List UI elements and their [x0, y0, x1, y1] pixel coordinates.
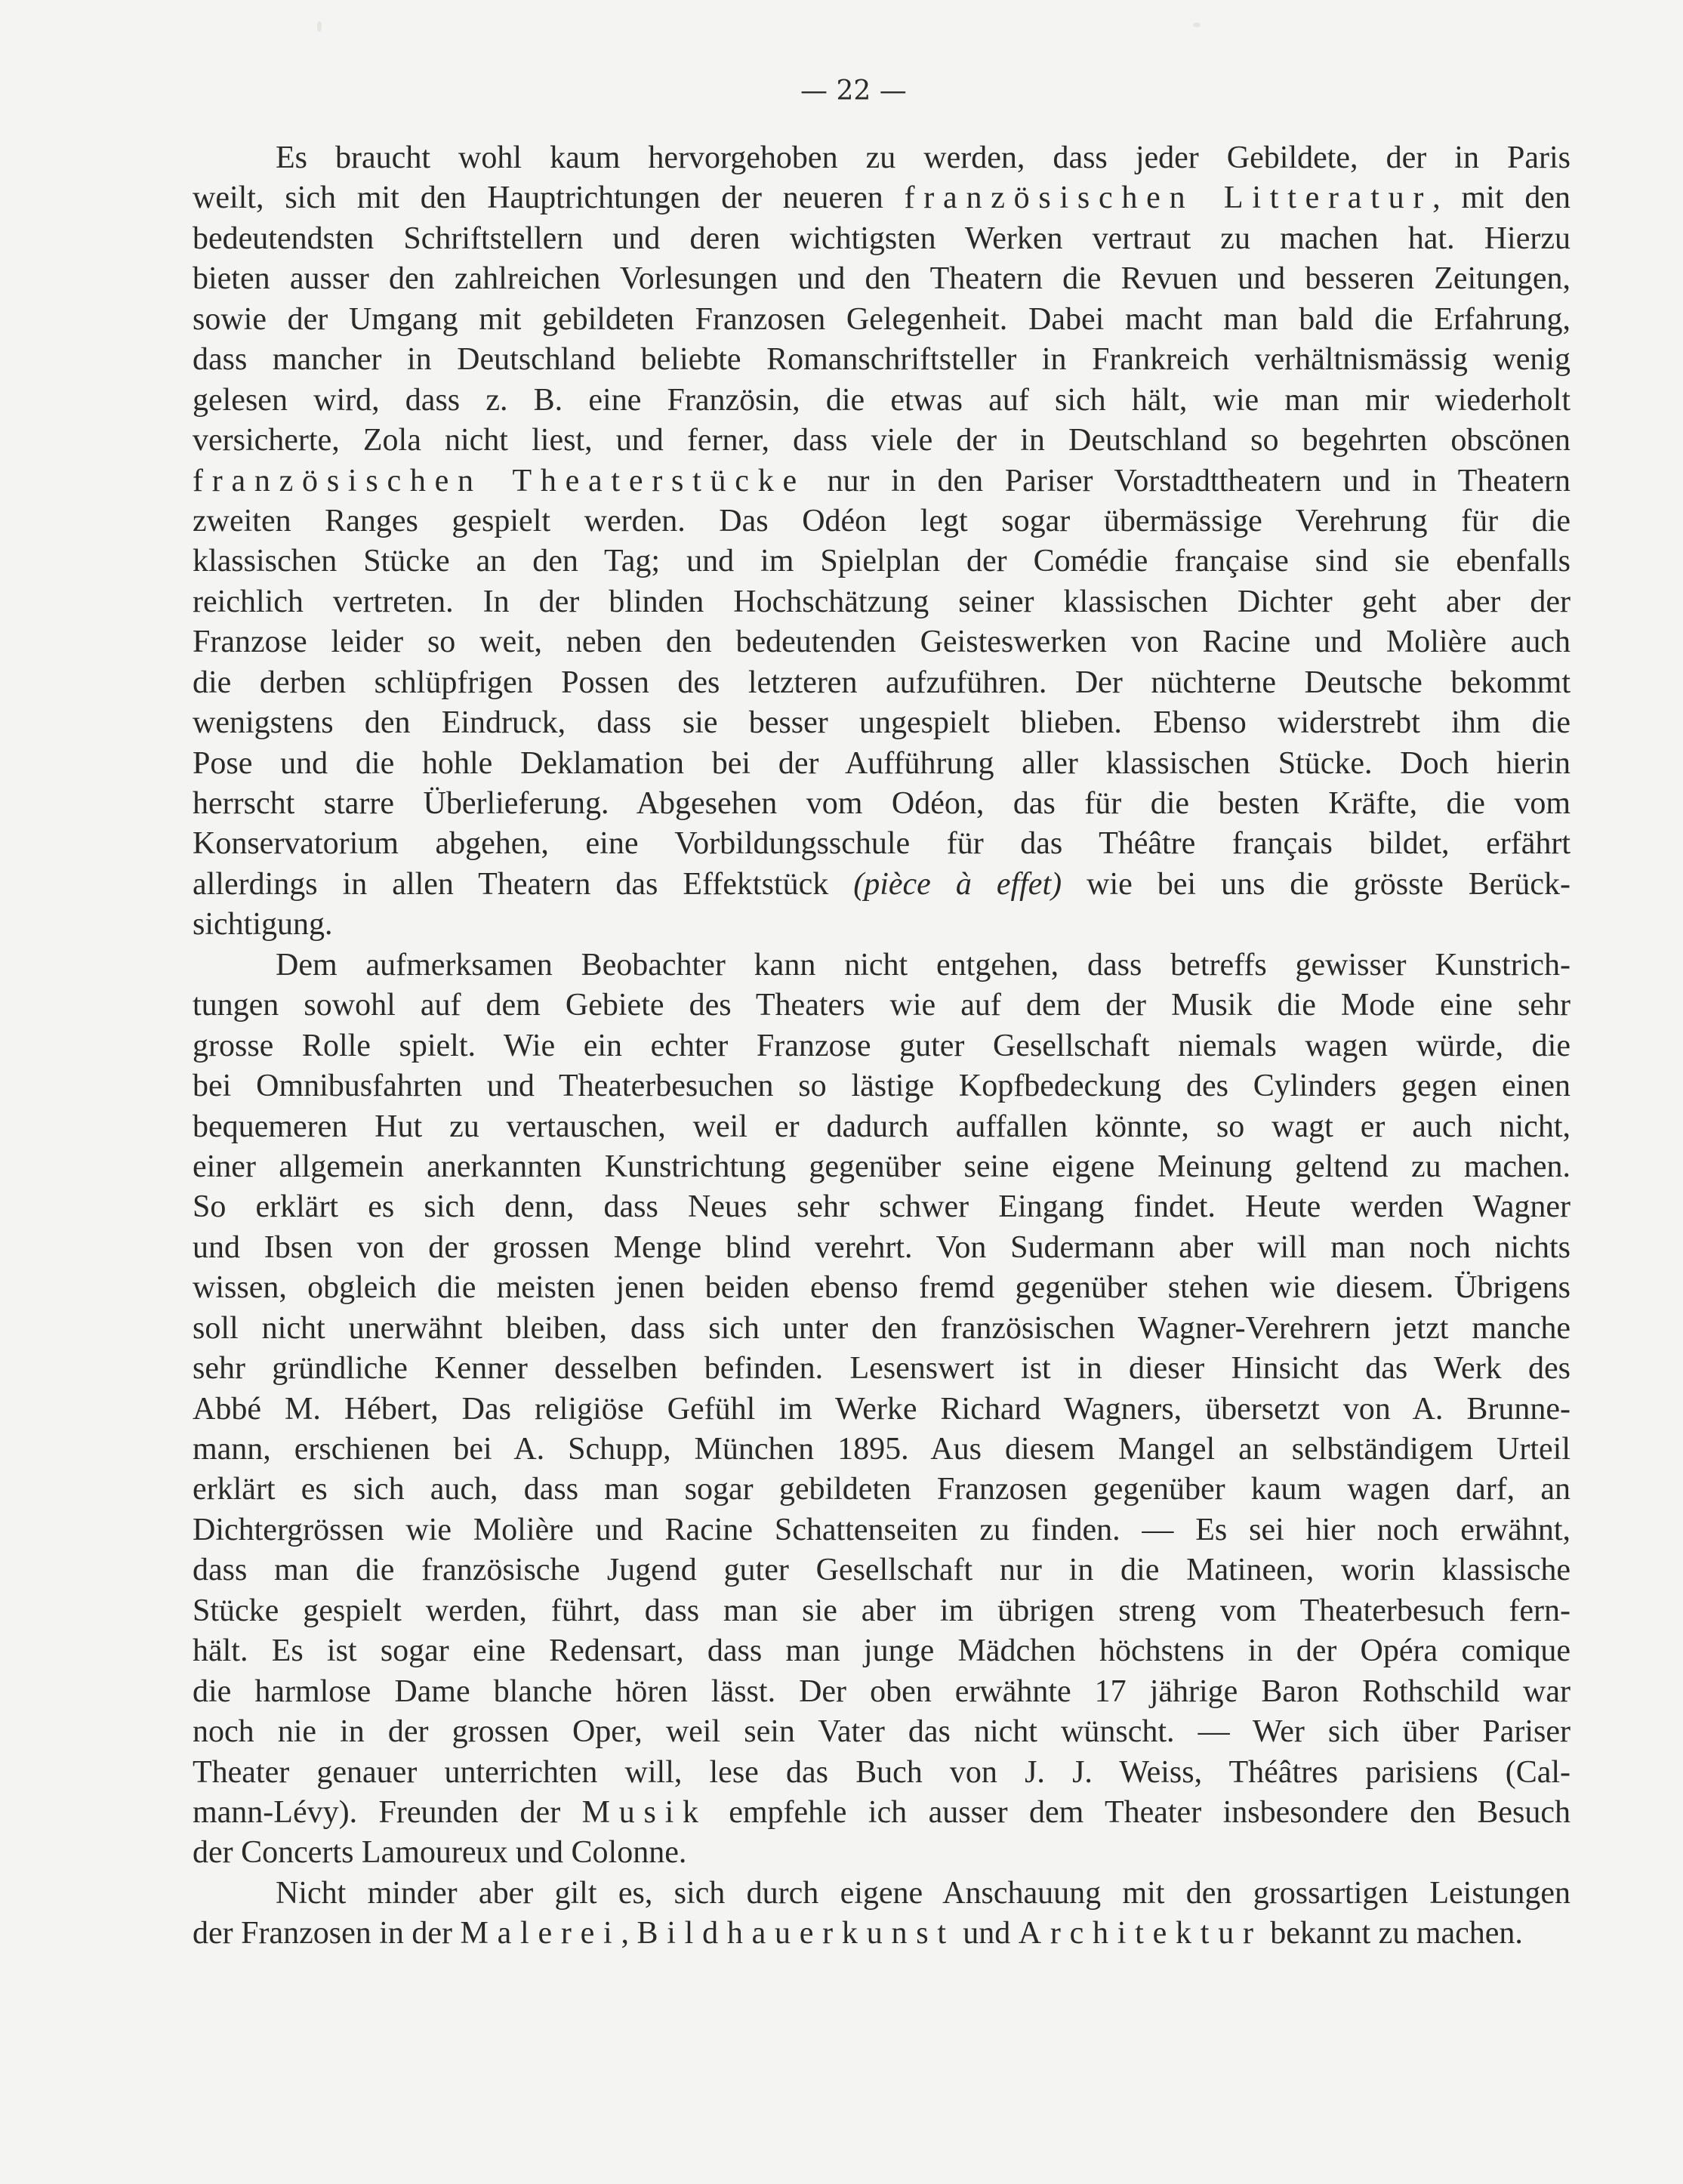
- text-line: Nicht minder aber gilt es, sich durch eigene Anschauung mit den grossartigen Leistungen: [276, 1875, 1570, 1911]
- text-line: hält. Es ist sogar eine Redensart, dass man junge Mädchen höchstens in der Opéra comique: [193, 1633, 1570, 1669]
- text-line: mann, erschienen bei A. Schupp, München 1895. Aus diesem Mangel an selbständigem Urteil: [193, 1432, 1570, 1467]
- text-line: Abbé M. Hébert, Das religiöse Gefühl im Werke Richard Wagners, übersetzt von A. Brunne-: [193, 1391, 1570, 1427]
- paragraph: [193, 138, 1570, 945]
- paper-speck: [317, 21, 322, 32]
- text-line: erklärt es sich auch, dass man sogar gebildeten Franzosen gegenüber kaum wagen darf, an: [193, 1472, 1570, 1507]
- text-line: und Ibsen von der grossen Menge blind verehrt. Von Sudermann aber will man noch nichts: [193, 1229, 1570, 1265]
- text-line: Es braucht wohl kaum hervorgehoben zu werden, dass jeder Gebildete, der in Paris: [276, 140, 1570, 175]
- spaced-emphasis: Malerei: [460, 1916, 621, 1951]
- text-line: [193, 1793, 1570, 1833]
- text-line: tungen sowohl auf dem Gebiete des Theaters wie auf dem der Musik die Mode eine sehr: [193, 988, 1570, 1023]
- text-line: sehr gründliche Kenner desselben befinden. Lesenswert ist in dieser Hinsicht das Werk des: [193, 1351, 1570, 1387]
- text-line: dass man die französische Jugend guter Gesellschaft nur in die Matineen, worin klassische: [193, 1553, 1570, 1588]
- text-line: wissen, obgleich die meisten jenen beiden ebenso fremd gegenüber stehen wie diesem. Übrigens: [193, 1270, 1570, 1306]
- text-line: Theater genauer unterrichten will, lese das Buch von J. J. Weiss, Théâtres parisiens (Cal-: [193, 1754, 1570, 1790]
- text-line: der Concerts Lamoureux und Colonne.: [193, 1835, 687, 1871]
- spaced-emphasis: französischen Litteratur: [904, 180, 1433, 216]
- text-line: sowie der Umgang mit gebildeten Franzosen Gelegenheit. Dabei macht man bald die Erfahrung,: [193, 301, 1570, 337]
- text-line: zweiten Ranges gespielt werden. Das Odéon legt sogar übermässige Verehrung für die: [193, 503, 1570, 538]
- text-line: Dichtergrössen wie Molière und Racine Schattenseiten zu finden. — Es sei hier noch erwähnt,: [193, 1512, 1570, 1547]
- text-line: einer allgemein anerkannten Kunstrichtung gegenüber seine eigene Meinung geltend zu machen.: [193, 1149, 1570, 1184]
- spaced-emphasis: französischen Theaterstücke: [193, 463, 806, 498]
- text-line: So erklärt es sich denn, dass Neues sehr schwer Eingang findet. Heute werden Wagner: [193, 1189, 1570, 1225]
- text-line: bequemeren Hut zu vertauschen, weil er dadurch auffallen könnte, so wagt er auch nicht,: [193, 1109, 1570, 1144]
- text-segment: bekannt zu machen.: [1262, 1916, 1523, 1951]
- text-line: gelesen wird, dass z. B. eine Französin, die etwas auf sich hält, wie man mir wiederholt: [193, 382, 1570, 418]
- text-segment: nur in den Pariser Vorstadttheatern und in Theatern: [805, 463, 1570, 498]
- text-line: [193, 865, 1570, 905]
- text-line: bieten ausser den zahlreichen Vorlesungen und den Theatern die Revuen und besseren Zeitungen,: [193, 261, 1570, 297]
- text-segment: weilt, sich mit den Hauptrichtungen der neueren: [193, 180, 905, 216]
- text-segment: und: [954, 1916, 1019, 1951]
- text-segment: der Franzosen in der: [193, 1916, 461, 1951]
- text-segment: allerdings in allen Theatern das Effektstück: [193, 866, 854, 902]
- text-line: die harmlose Dame blanche hören lässt. Der oben erwähnte 17 jährige Baron Rothschild war: [193, 1673, 1570, 1709]
- text-line: die derben schlüpfrigen Possen des letzteren aufzuführen. Der nüchterne Deutsche bekommt: [193, 665, 1570, 700]
- spaced-emphasis: Bildhauerkunst: [637, 1916, 955, 1951]
- italic-term: (pièce à effet): [853, 866, 1062, 902]
- text-segment: , mit den: [1432, 180, 1570, 216]
- body-text: [193, 138, 1570, 1954]
- text-line: dass mancher in Deutschland beliebte Romanschriftsteller in Frankreich verhältnismässig wenig: [193, 342, 1570, 378]
- paragraph: [193, 1874, 1570, 1954]
- text-line: klassischen Stücke an den Tag; und im Spielplan der Comédie française sind sie ebenfalls: [193, 544, 1570, 579]
- text-line: Stücke gespielt werden, führt, dass man sie aber im übrigen streng vom Theaterbesuch fern-: [193, 1593, 1570, 1628]
- spaced-emphasis: Architektur: [1018, 1916, 1262, 1951]
- text-line: bei Omnibusfahrten und Theaterbesuchen so lästige Kopfbedeckung des Cylinders gegen einen: [193, 1069, 1570, 1104]
- page-number: — 22 —: [800, 76, 907, 106]
- text-line: bedeutendsten Schriftstellern und deren wichtigsten Werken vertraut zu machen hat. Hierzu: [193, 221, 1570, 256]
- text-segment: ,: [621, 1916, 637, 1951]
- text-line: sichtigung.: [193, 907, 333, 942]
- text-segment: empfehle ich ausser dem Theater insbesondere den Besuch: [707, 1794, 1570, 1830]
- text-line: versicherte, Zola nicht liest, und ferner, dass viele der in Deutschland so begehrten obscönen: [193, 423, 1570, 458]
- spaced-emphasis: Musik: [581, 1794, 707, 1830]
- paper-speck: [1193, 23, 1201, 27]
- text-line: Pose und die hohle Deklamation bei der Aufführung aller klassischen Stücke. Doch hierin: [193, 745, 1570, 781]
- text-line: reichlich vertreten. In der blinden Hochschätzung seiner klassischen Dichter geht aber der: [193, 584, 1570, 619]
- text-line: herrscht starre Überlieferung. Abgesehen vom Odéon, das für die besten Kräfte, die vom: [193, 786, 1570, 821]
- text-line: Konservatorium abgehen, eine Vorbildungsschule für das Théâtre français bildet, erfährt: [193, 826, 1570, 862]
- text-line: grosse Rolle spielt. Wie ein echter Franzose guter Gesellschaft niemals wagen würde, die: [193, 1028, 1570, 1063]
- text-line: Dem aufmerksamen Beobachter kann nicht entgehen, dass betreffs gewisser Kunstrich-: [276, 947, 1570, 982]
- text-line: [193, 461, 1570, 501]
- text-segment: mann-Lévy). Freunden der: [193, 1794, 582, 1830]
- text-line: Franzose leider so weit, neben den bedeutenden Geisteswerken von Racine und Molière auch: [193, 625, 1570, 660]
- text-segment: wie bei uns die grösste Berück-: [1062, 866, 1570, 902]
- text-line: noch nie in der grossen Oper, weil sein Vater das nicht wünscht. — Wer sich über Pariser: [193, 1714, 1570, 1750]
- text-line: [193, 178, 1570, 218]
- text-line: soll nicht unerwähnt bleiben, dass sich unter den französischen Wagner-Verehrern jetzt manche: [193, 1310, 1570, 1346]
- text-line: wenigstens den Eindruck, dass sie besser ungespielt blieben. Ebenso widerstrebt ihm die: [193, 705, 1570, 741]
- paragraph: [193, 945, 1570, 1874]
- text-line: [193, 1914, 1570, 1954]
